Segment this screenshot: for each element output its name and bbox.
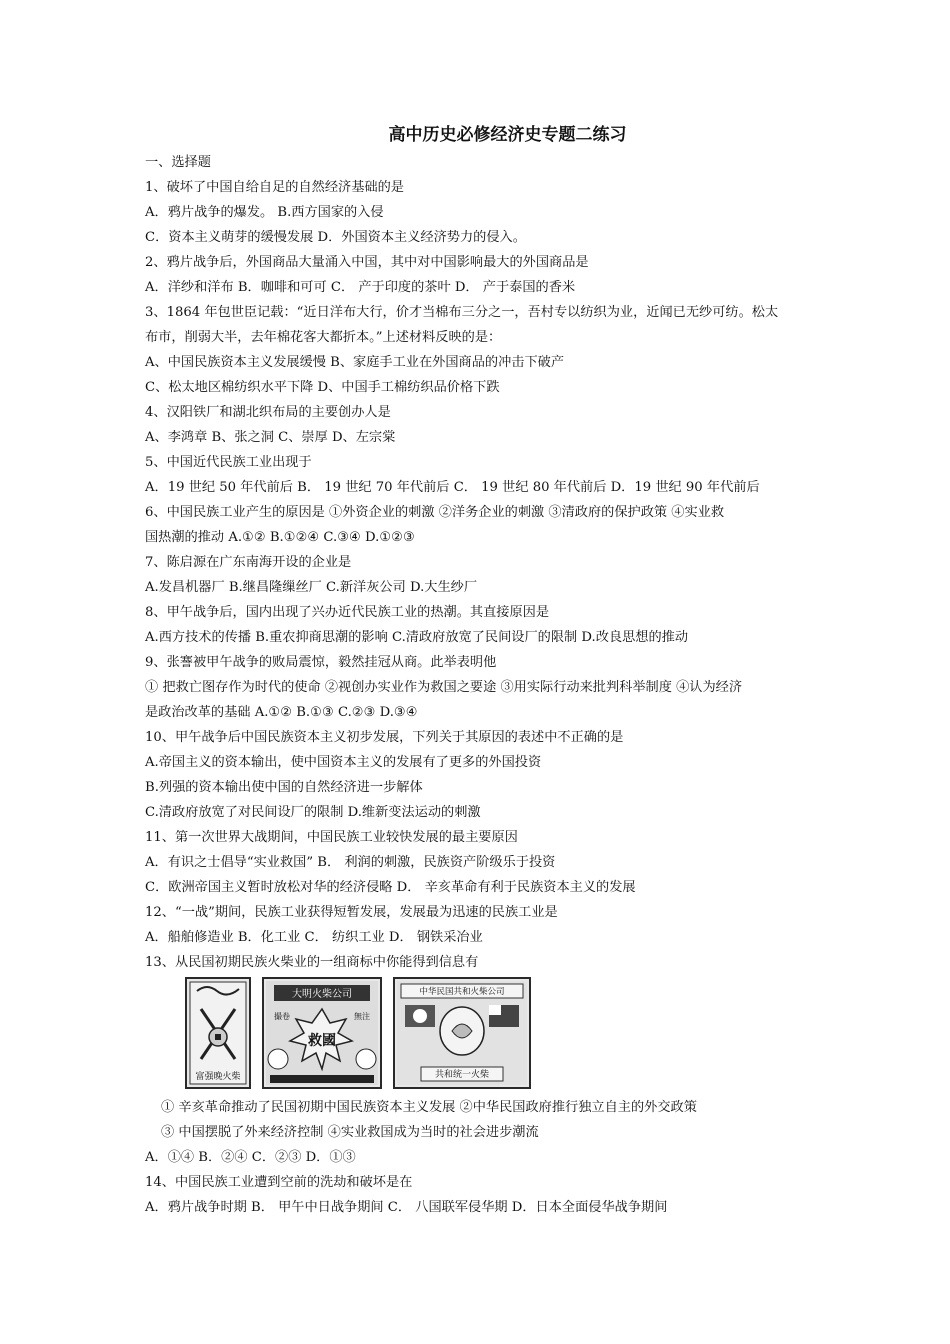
question-line: 9、张謇被甲午战争的败局震惊，毅然挂冠从商。此举表明他: [145, 655, 497, 670]
option-line: A.发昌机器厂 B.继昌隆缫丝厂 C.新洋灰公司 D.大生纱厂: [145, 580, 478, 595]
option-line: C．欧洲帝国主义暂时放松对华的经济侵略 D． 辛亥革命有利于民族资本主义的发展: [145, 880, 636, 895]
question-line: 1、破坏了中国自给自足的自然经济基础的是: [145, 180, 404, 195]
label1-text: 富强晚火柴: [195, 1072, 241, 1082]
option-line: A．鸦片战争的爆发。 B.西方国家的入侵: [145, 205, 384, 220]
option-line: 是政治改革的基础 A.①② B.①③ C.②③ D.③④: [145, 705, 418, 720]
label2-right-text: 無注: [354, 1012, 370, 1021]
statements-block: [145, 1095, 815, 1220]
matchbox-label-image-3: [393, 977, 531, 1089]
question-line: 5、中国近代民族工业出现于: [145, 455, 312, 470]
question-line: 4、汉阳铁厂和湖北织布局的主要创办人是: [145, 405, 391, 420]
matchbox-trademark-images: [185, 977, 815, 1095]
question-line: 布市，削弱大半，去年棉花客大都折本。”上述材料反映的是：: [145, 330, 502, 345]
question-line: 14、中国民族工业遭到空前的洗劫和破坏是在: [145, 1175, 413, 1190]
question-block: [145, 150, 815, 975]
question-line: 6、中国民族工业产生的原因是 ①外资企业的刺激 ②洋务企业的刺激 ③清政府的保护政策 ④实业救: [145, 505, 725, 520]
label3-bottom-text: 共和统一火柴: [434, 1070, 490, 1080]
question-line: 13、从民国初期民族火柴业的一组商标中你能得到信息有: [145, 955, 479, 970]
label2-left-text: 撮卷: [274, 1012, 290, 1021]
option-line: A．船舶修造业 B．化工业 C． 纺织工业 D． 钢铁采冶业: [145, 930, 483, 945]
label2-top-text: 大明火柴公司: [292, 989, 352, 1000]
option-line: A．鸦片战争时期 B． 甲午中日战争期间 C． 八国联军侵华期 D．日本全面侵华战争期间: [145, 1200, 668, 1215]
option-line: A.帝国主义的资本输出，使中国资本主义的发展有了更多的外国投资: [145, 755, 542, 770]
matchbox-label-image-1: [185, 977, 251, 1089]
option-line: B.列强的资本输出使中国的自然经济进一步解体: [145, 780, 423, 795]
option-line: A.西方技术的传播 B.重农抑商思潮的影响 C.清政府放宽了民间设厂的限制 D.改良思想的推动: [145, 630, 689, 645]
option-line: A．洋纱和洋布 B．咖啡和可可 C． 产于印度的茶叶 D． 产于泰国的香米: [145, 280, 576, 295]
question-line: 8、甲午战争后，国内出现了兴办近代民族工业的热潮。其直接原因是: [145, 605, 550, 620]
question-line: 11、第一次世界大战期间，中国民族工业较快发展的最主要原因: [145, 830, 518, 845]
option-line: 国热潮的推动 A.①② B.①②④ C.③④ D.①②③: [145, 530, 415, 545]
statement-line: ③ 中国摆脱了外来经济控制 ④实业救国成为当时的社会进步潮流: [161, 1125, 539, 1140]
statement-line: ① 辛亥革命推动了民国初期中国民族资本主义发展 ②中华民国政府推行独立自主的外交政策: [161, 1100, 697, 1115]
document-title: 高中历史必修经济史专题二练习: [388, 125, 627, 145]
question-line: 10、甲午战争后中国民族资本主义初步发展，下列关于其原因的表述中不正确的是: [145, 730, 624, 745]
option-line: C．资本主义萌芽的缓慢发展 D．外国资本主义经济势力的侵入。: [145, 230, 526, 245]
option-line: A．①④ B．②④ C．②③ D．①③: [145, 1150, 356, 1165]
question-line: 2、鸦片战争后，外国商品大量涌入中国，其中对中国影响最大的外国商品是: [145, 255, 589, 270]
matchbox-label-image-2: [262, 977, 382, 1089]
option-line: A．有识之士倡导“实业救国” B． 利润的刺激，民族资产阶级乐于投资: [145, 855, 556, 870]
question-line: 3、1864 年包世臣记载：“近日洋布大行，价才当棉布三分之一，吾村专以纺织为业，近闻已无纱可纺。松太: [145, 305, 779, 320]
label3-top-text: 中华民国共和火柴公司: [419, 987, 505, 997]
option-line: C、松太地区棉纺织水平下降 D、中国手工棉纺织品价格下跌: [145, 380, 500, 395]
document-page: [145, 120, 815, 1220]
option-line: C.清政府放宽了对民间设厂的限制 D.维新变法运动的刺激: [145, 805, 481, 820]
section-heading: 一、选择题: [145, 155, 211, 170]
question-line: 7、陈启源在广东南海开设的企业是: [145, 555, 352, 570]
option-line: A．19 世纪 50 年代前后 B． 19 世纪 70 年代前后 C． 19 世纪 80 年代前后 D．19 世纪 90 年代前后: [145, 480, 760, 495]
question-line: ① 把救亡图存作为时代的使命 ②视创办实业作为救国之要途 ③用实际行动来批判科举制度 ④认为经济: [145, 680, 743, 695]
option-line: A、中国民族资本主义发展缓慢 B、家庭手工业在外国商品的冲击下破产: [145, 355, 565, 370]
question-line: 12、“一战”期间，民族工业获得短暂发展，发展最为迅速的民族工业是: [145, 905, 558, 920]
label2-center-text: 救國: [308, 1033, 336, 1049]
option-line: A、李鸿章 B、张之洞 C、崇厚 D、左宗棠: [145, 430, 396, 445]
